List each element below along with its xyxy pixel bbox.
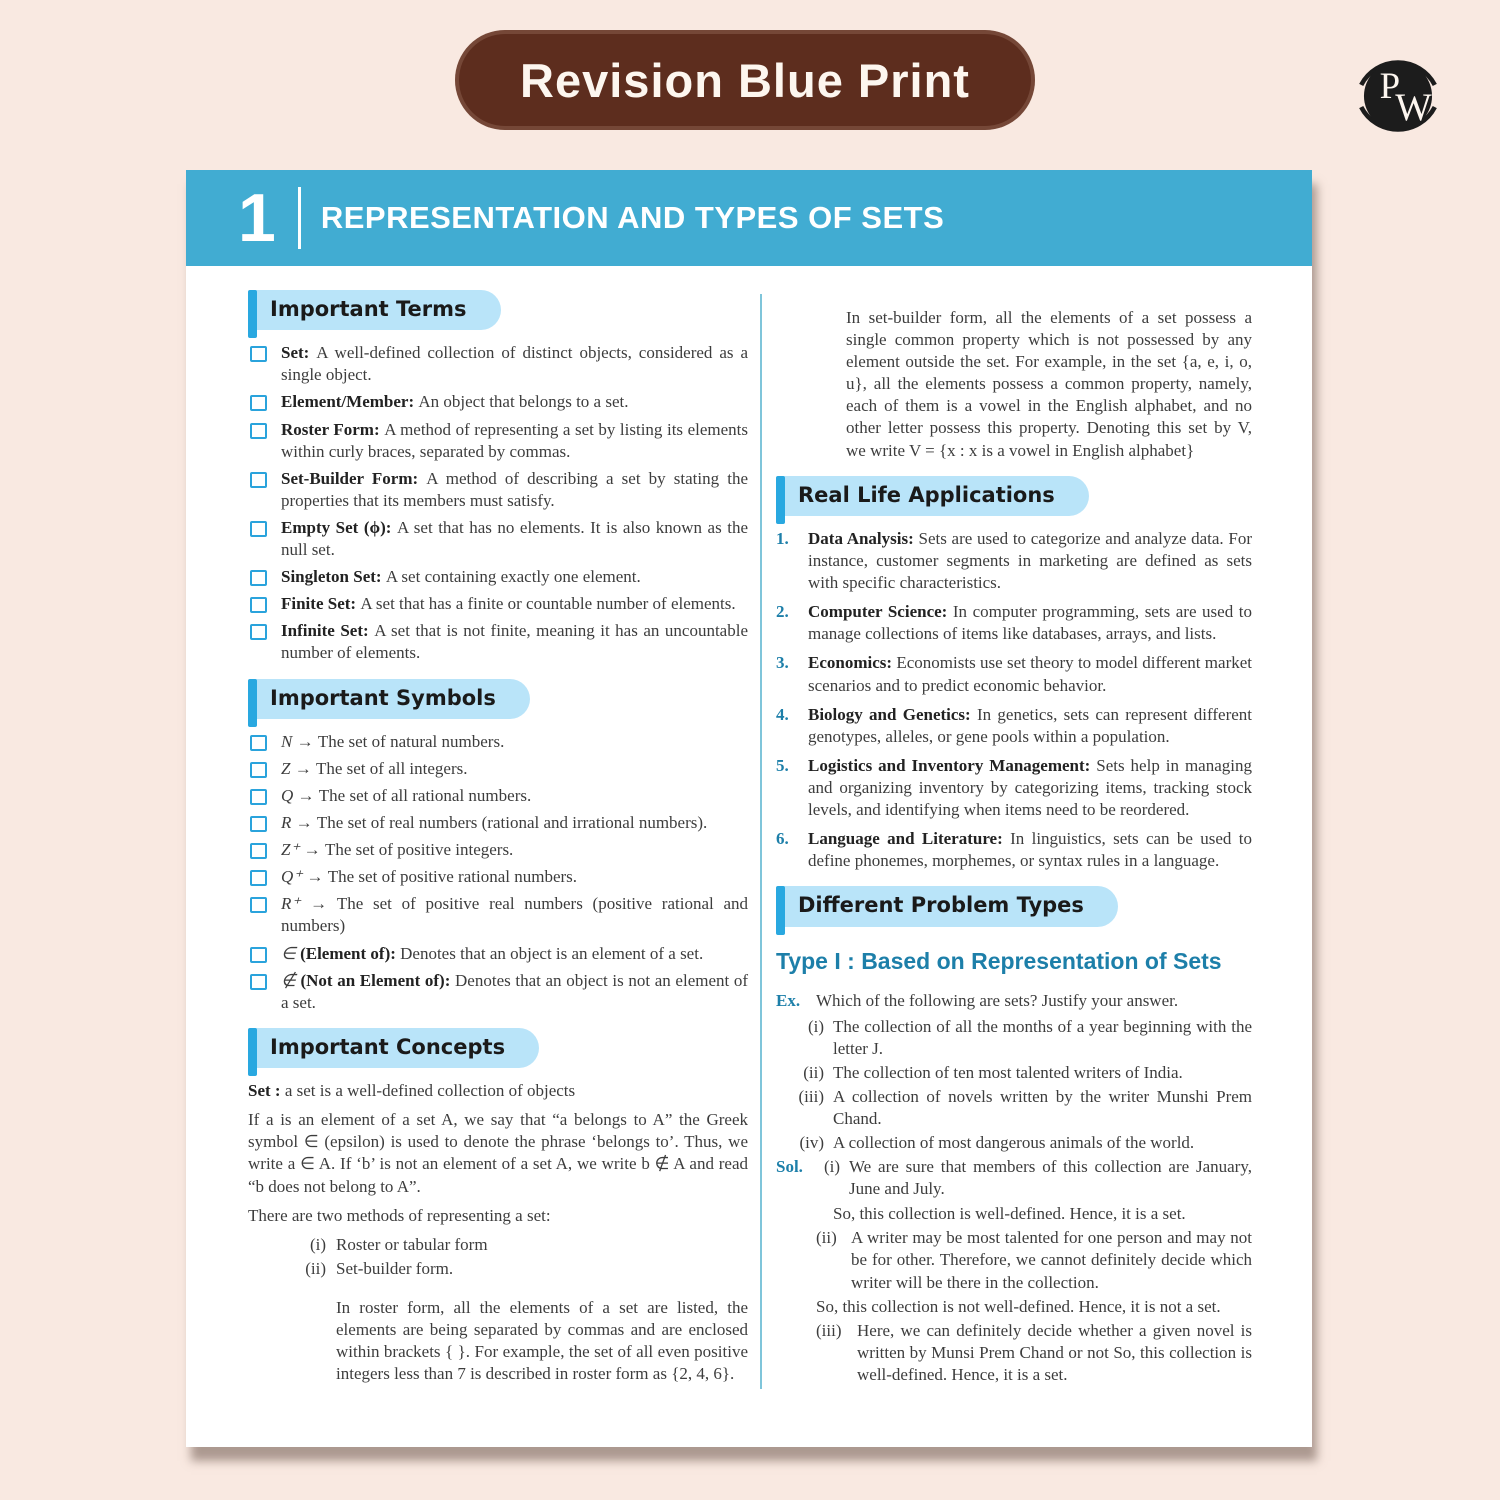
chapter-title: REPRESENTATION AND TYPES OF SETS: [320, 200, 945, 235]
set-builder-paragraph: In set-builder form, all the elements of a set possess a single common property which is not possessed by any element outside the set. For example, in the set {a, e, i, o, u}, all the elements possess a common property, namely, each of them is a vowel in the English alphabet, and no other letter possess this property. Denoting this set by V, we write V = {x : x is a vowel in English alphabet}: [846, 308, 1252, 460]
revision-banner: [455, 30, 1035, 130]
symbols-list: [248, 731, 748, 1014]
type1-heading: Type I : Based on Representation of Sets: [776, 947, 1222, 974]
example-question: Which of the following are sets? Justify your answer.: [816, 991, 1179, 1011]
page-content: [186, 266, 1312, 1409]
list-item: Element/Member: An object that belongs to a set.: [248, 391, 748, 413]
section-heading-important-concepts: Important Concepts: [248, 1028, 539, 1068]
concepts-body: [248, 1080, 748, 1385]
checkbox-bullet-icon: [250, 897, 267, 913]
right-column: [776, 290, 1252, 1389]
chapter-header: [186, 170, 1312, 266]
solution-note: So, this collection is well-defined. Hence, it is a set.: [833, 1204, 1186, 1224]
solution-note: So, this collection is not well-defined. Hence, it is not a set.: [816, 1296, 1221, 1316]
checkbox-bullet-icon: [250, 870, 267, 886]
chapter-separator: [298, 187, 301, 249]
pw-logo-icon: [1352, 50, 1444, 142]
checkbox-bullet-icon: [250, 346, 267, 362]
list-item: R → The set of real numbers (rational and irrational numbers).: [248, 812, 748, 834]
applications-list: [776, 528, 1252, 872]
section-important-terms: [248, 290, 748, 330]
section-heading-real-life-applications: Real Life Applications: [776, 476, 1089, 516]
section-important-symbols: [248, 679, 748, 719]
method-item: (i) Roster or tabular form: [309, 1234, 488, 1254]
banner-title: Revision Blue Print: [520, 53, 970, 107]
solution-part: (ii) A writer may be most talented for one person and may not be for other. Therefore, we cannot definitely decide which writer will be there in the collection.: [816, 1228, 1252, 1292]
checkbox-bullet-icon: [250, 472, 267, 488]
section-real-life-applications: [776, 476, 1252, 516]
list-item: Set: A well-defined collection of distinct objects, considered as a single object.: [248, 342, 748, 386]
checkbox-bullet-icon: [250, 843, 267, 859]
solution-part: (i) We are sure that members of this collection are January, June and July.: [823, 1157, 1252, 1199]
section-heading-important-symbols: Important Symbols: [248, 679, 530, 719]
left-column: [248, 290, 748, 1389]
numbered-item: 3. Economics: Economists use set theory to model different market scenarios and to predict economic behavior.: [776, 653, 1253, 695]
checkbox-bullet-icon: [250, 570, 267, 586]
checkbox-bullet-icon: [250, 816, 267, 832]
checkbox-bullet-icon: [250, 395, 267, 411]
section-important-concepts: [248, 1028, 748, 1068]
document-page: [186, 170, 1312, 1447]
checkbox-bullet-icon: [250, 947, 267, 963]
checkbox-bullet-icon: [250, 789, 267, 805]
list-item: Empty Set (ϕ): A set that has no elements. It is also known as the null set.: [248, 517, 748, 561]
chapter-number: 1: [238, 180, 276, 256]
example-option: (iii) A collection of novels written by the writer Munshi Prem Chand.: [798, 1086, 1252, 1128]
numbered-item: 1. Data Analysis: Sets are used to categorize and analyze data. For instance, customer segments in marketing are defined as sets with specific characteristics.: [776, 528, 1252, 593]
roster-form-paragraph: In roster form, all the elements of a set are listed, the elements are being separated by commas and are enclosed within brackets { }. For example, the set of all even positive integers less than 7 is described in roster form as {2, 4, 6}.: [336, 1297, 748, 1384]
section-heading-different-problem-types: Different Problem Types: [776, 886, 1118, 926]
numbered-item: 2. Computer Science: In computer programming, sets are used to manage collections of items like databases, arrays, and lists.: [776, 602, 1252, 644]
checkbox-bullet-icon: [250, 974, 267, 990]
column-divider: [760, 294, 762, 1389]
numbered-item: 5. Logistics and Inventory Management: Sets help in managing and organizing inventory by categorizing items, tracking stock levels, and identifying when items need to be reordered.: [776, 755, 1252, 819]
list-item: Roster Form: A method of representing a set by listing its elements within curly braces, separated by commas.: [248, 419, 748, 463]
checkbox-bullet-icon: [250, 423, 267, 439]
method-item: (ii) Set-builder form.: [305, 1258, 454, 1278]
concept-paragraph: If a is an element of a set A, we say that “a belongs to A” the Greek symbol ∈ (epsilon) is used to denote the phrase ‘belongs to’. Thus, we write a ∈ A. If ‘b’ is not an element of a set A, we write b ∉ A and read “b does not belong to A”.: [248, 1110, 748, 1196]
terms-list: [248, 342, 748, 664]
svg-text:W: W: [1395, 86, 1432, 129]
example-option: (iv) A collection of most dangerous animals of the world.: [799, 1133, 1195, 1153]
section-heading-important-terms: Important Terms: [248, 290, 501, 330]
checkbox-bullet-icon: [250, 624, 267, 640]
example-option: (ii) The collection of ten most talented writers of India.: [803, 1062, 1183, 1082]
checkbox-bullet-icon: [250, 521, 267, 537]
list-item: ∈ (Element of): Denotes that an object is an element of a set.: [248, 943, 748, 965]
list-item: Q → The set of all rational numbers.: [248, 785, 748, 807]
list-item: Z⁺ → The set of positive integers.: [248, 839, 748, 861]
list-item: Singleton Set: A set containing exactly one element.: [248, 566, 748, 588]
list-item: ∉ (Not an Element of): Denotes that an object is not an element of a set.: [248, 970, 748, 1014]
example-block: [776, 990, 1252, 1012]
example-label: Ex.: [776, 991, 801, 1011]
numbered-item: 4. Biology and Genetics: In genetics, sets can represent different genotypes, alleles, or gene pools within a population.: [776, 704, 1252, 746]
concept-methods-line: There are two methods of representing a set:: [248, 1205, 551, 1225]
solution-label: Sol.: [776, 1157, 803, 1177]
list-item: Set-Builder Form: A method of describing a set by stating the properties that its members must satisfy.: [248, 468, 748, 512]
example-option: (i) The collection of all the months of a year beginning with the letter J.: [807, 1016, 1252, 1058]
section-different-problem-types: [776, 886, 1252, 926]
list-item: Infinite Set: A set that is not finite, meaning it has an uncountable number of elements.: [248, 620, 748, 664]
list-item: N → The set of natural numbers.: [248, 731, 748, 753]
concept-set-definition: Set : a set is a well-defined collection of objects: [248, 1081, 576, 1101]
checkbox-bullet-icon: [250, 597, 267, 613]
solution-block: [776, 1156, 1252, 1200]
list-item: Q⁺ → The set of positive rational numbers.: [248, 866, 748, 888]
list-item: Z → The set of all integers.: [248, 758, 748, 780]
example-options: [776, 1016, 1252, 1155]
list-item: Finite Set: A set that has a finite or countable number of elements.: [248, 593, 748, 615]
numbered-item: 6. Language and Literature: In linguistics, sets can be used to define phonemes, morphemes, or syntax rules in a language.: [776, 829, 1252, 871]
list-item: R⁺ → The set of positive real numbers (positive rational and numbers): [248, 893, 748, 937]
checkbox-bullet-icon: [250, 762, 267, 778]
checkbox-bullet-icon: [250, 735, 267, 751]
solution-part: (iii) Here, we can definitely decide whether a given novel is written by Munsi Prem Chand or not So, this collection is well-defined. Hence, it is a set.: [816, 1320, 1252, 1384]
svg-text:P: P: [1379, 64, 1401, 106]
